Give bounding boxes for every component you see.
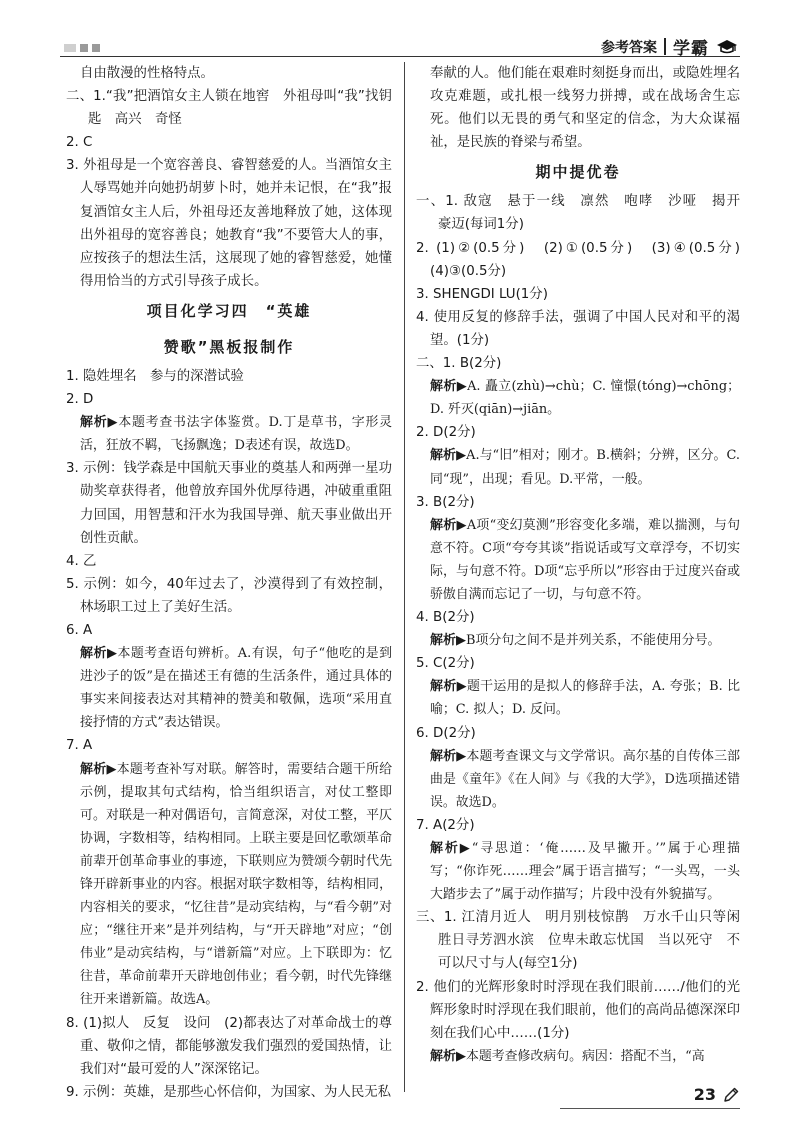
text-run: 8. (1)拟人 反复 设问 (2)都表达了对革命战士的尊重、敬仰之情，都能够激发我们强烈的爱国热情，让我们对“最可爱的人”深深铭记。 [66,1015,392,1077]
answer-line [66,573,392,619]
text-run: 三、1. 江清月近人 明月别枝惊鹊 万水千山只等闲 胜日寻芳泗水滨 位卑未敢忘忧国 当以死守 不可以尺寸与人(每空1分) [416,910,754,972]
analysis-label: 解析▶ [430,679,467,695]
answer-line [66,85,392,131]
text-run: 期中提优卷 [535,163,621,182]
text-run: 2. C [66,135,93,151]
header-rule [60,56,740,57]
analysis-line [66,758,392,1012]
text-run: 4. 使用反复的修辞手法，强调了中国人民对和平的渴望。(1分) [416,309,740,348]
analysis-label: 解析▶ [430,379,468,395]
answer-line [416,976,740,1045]
text-run: 题干运用的是拟人的修辞手法，A. 夸张；B. 比喻；C. 拟人；D. 反问。 [430,679,740,718]
analysis-line [66,642,392,734]
analysis-label: 解析▶ [430,517,467,533]
text-run: 6. A [66,622,93,638]
text-run: 本题考查语句辨析。A.有误，句子“他吃的是到进沙子的饭”是在描述王有德的生活条件，通过具体的事实来间接表达对其精神的赞美和敬佩，选项“采用直接抒情的方式”表达错误。 [80,646,393,731]
answer-line [416,62,740,154]
header-separator [664,38,666,55]
answer-line [416,722,740,745]
answer-line [66,388,392,411]
pencil-icon [722,1086,740,1104]
analysis-label: 解析▶ [430,748,467,764]
text-run: 本题考查补写对联。解答时，需要结合题干所给示例，提取其句式结构，恰当组织语言，对仗工整即可。对联是一种对偶语句，言简意深，对仗工整，平仄协调，字数相等，结构相同。上联主要是回忆歌颂革命前辈开创革命事业的事迹，下联则应为赞颂今朝时代先锋开辟新事业的内容。根据对联字数相等，结构相同，内容相关的要求，“忆往昔”是动宾结构，与“看今朝”对应；“继往开来”是并列结构，与“开天辟地”对应；“创伟业”是动宾结构，与“谱新篇”对应。上下联即为：忆往昔，革命前辈开天辟地创伟业；看今朝，时代先锋继往开来谱新篇。故选A。 [80,761,393,1008]
answer-line [66,550,392,573]
mortarboard-icon [716,38,738,56]
answer-line [416,491,740,514]
answer-line [416,352,740,375]
section-title [66,293,392,329]
analysis-label: 解析▶ [80,646,118,662]
text-run: 本题考查课文与文学常识。高尔基的自传体三部曲是《童年》《在人间》与《我的大学》，D选项描述错误。故选D。 [430,748,741,810]
text-run: A.与“旧”相对；刚才。B.横斜；分辨，区分。C.同“现”，出现；看见。D.平常，一般。 [430,448,740,487]
analysis-line [66,411,392,457]
text-run: A项“变幻莫测”形容变化多端，难以揣测，与句意不符。C项“夸夸其谈”指说话或写文章浮夸，不切实际，与句意不符。D项“忘乎所以”形容由于过度兴奋或骄傲自满而忘记了一切，与句意不符。 [430,517,740,602]
decorative-blocks [64,44,100,52]
text-run: 奉献的人。他们能在艰难时刻挺身而出，或隐姓埋名攻克难题，或扎根一线努力拼搏，或在战场舍生忘死。他们以无畏的勇气和坚定的信念，为大众谋福祉，是民族的脊梁与希望。 [430,66,740,151]
analysis-line [416,745,740,814]
answer-line [66,457,392,549]
analysis-line [416,514,740,606]
page-header [0,0,800,58]
answer-line [416,606,740,629]
text-run: 赞歌”黑板报制作 [163,337,295,356]
footer-rule [560,1108,740,1109]
text-run: 本题考查书法字体鉴赏。D.丁是草书，字形灵活，狂放不羁，飞扬飘逸；D表述有误，故选D。 [80,415,393,454]
text-run: 5. C(2分) [416,656,475,672]
text-run: 6. D(2分) [416,725,476,741]
answer-line [66,1012,392,1081]
answer-line [416,190,754,236]
answer-line [66,365,392,388]
text-run: 3. SHENGDI LU(1分) [416,286,548,302]
text-run: 4. B(2分) [416,610,475,626]
text-run: 3. 示例：钱学森是中国航天事业的奠基人和两弹一星功勋奖章获得者，他曾放弃国外优厚待遇，冲破重重阻力回国，用智慧和汗水为我国导弹、航天事业做出开创性贡献。 [66,461,392,546]
analysis-line [416,1045,740,1068]
right-column [416,62,754,1068]
answer-line [416,237,754,283]
analysis-label: 解析▶ [430,633,466,649]
answer-line [66,62,392,85]
text-run: “寻思道：‘俺……及早撇开。’”属于心理描写；“你诈死……理会”属于语言描写；“一头骂，一头大踏步去了”属于动作描写；片段中没有外貌描写。 [430,841,740,903]
analysis-line [416,837,740,906]
analysis-line [416,675,740,721]
section-title [416,154,740,190]
left-column [66,62,392,1104]
text-run: 2. D(2分) [416,425,476,441]
text-run: 3. 外祖母是一个宽容善良、睿智慈爱的人。当酒馆女主人辱骂她并向她扔胡萝卜时，她并未记恨，在“我”报复酒馆女主人后，外祖母还友善地释放了她，这体现出外祖母的宽容善良；她教育“我”不要管大人的事，应按孩子的想法生活，这展现了她的睿智慈爱，她懂得用恰当的方式引导孩子成长。 [66,158,392,289]
analysis-label: 解析▶ [430,841,472,856]
text-run: 2. (1)②(0.5分) (2)①(0.5分) (3)④(0.5分) (4)③(0.5分) [416,240,754,279]
text-run: 2. 他们的光辉形象时时浮现在我们眼前……/他们的光辉形象时时浮现在我们眼前，他们的高尚品德深深印刻在我们心中……(1分) [416,979,740,1041]
text-run: 自由散漫的性格特点。 [80,66,214,81]
text-run: 7. A(2分) [416,817,475,833]
page-number: 23 [693,1085,716,1104]
answer-line [416,906,754,975]
analysis-label: 解析▶ [80,415,119,431]
answer-line [416,283,740,306]
text-run: B项分句之间不是并列关系，不能使用分号。 [466,633,721,649]
answer-line [66,619,392,642]
page-footer [694,1085,740,1104]
text-run: 二、1.“我”把酒馆女主人锁在地窖 外祖母叫“我”找钥匙 高兴 奇怪 [66,89,392,128]
text-run: A. 矗立(zhù)→chù；C. 憧憬(tóng)→chōng；D. 歼灭(qiān)→jiān。 [430,379,740,418]
analysis-line [416,629,740,652]
answer-line [66,1081,392,1104]
text-run: 1. 隐姓埋名 参与的深潜试验 [66,368,244,384]
analysis-line [416,444,740,490]
column-divider [404,62,405,1092]
text-run: 本题考查修改病句。病因：搭配不当，“高 [466,1048,705,1064]
text-run: 7. A [66,738,93,754]
analysis-label: 解析▶ [430,448,467,464]
answer-line [66,131,392,154]
text-run: 4. 乙 [66,553,97,569]
text-run: 项目化学习四 “英雄 [146,301,312,320]
brand-logo: 学霸 [673,39,709,59]
analysis-line [416,375,740,421]
text-run: 3. B(2分) [416,494,475,510]
analysis-label: 解析▶ [80,761,117,777]
text-run: 2. D [66,392,94,408]
answer-line [416,421,740,444]
text-run: 一、1. 敌寇 悬于一线 凛然 咆哮 沙哑 揭开 豪迈(每词1分) [416,194,754,233]
answer-line [66,154,392,293]
section-title [66,329,392,365]
text-run: 二、1. B(2分) [416,356,502,372]
header-label: 参考答案 [601,39,657,56]
answer-line [66,734,392,757]
text-run: 9. 示例：英雄，是那些心怀信仰，为国家、为人民无私 [66,1084,392,1100]
answer-line [416,652,740,675]
text-run: 5. 示例：如今，40年过去了，沙漠得到了有效控制，林场职工过上了美好生活。 [66,576,392,615]
analysis-label: 解析▶ [430,1048,466,1064]
answer-line [416,814,740,837]
answer-line [416,306,740,352]
